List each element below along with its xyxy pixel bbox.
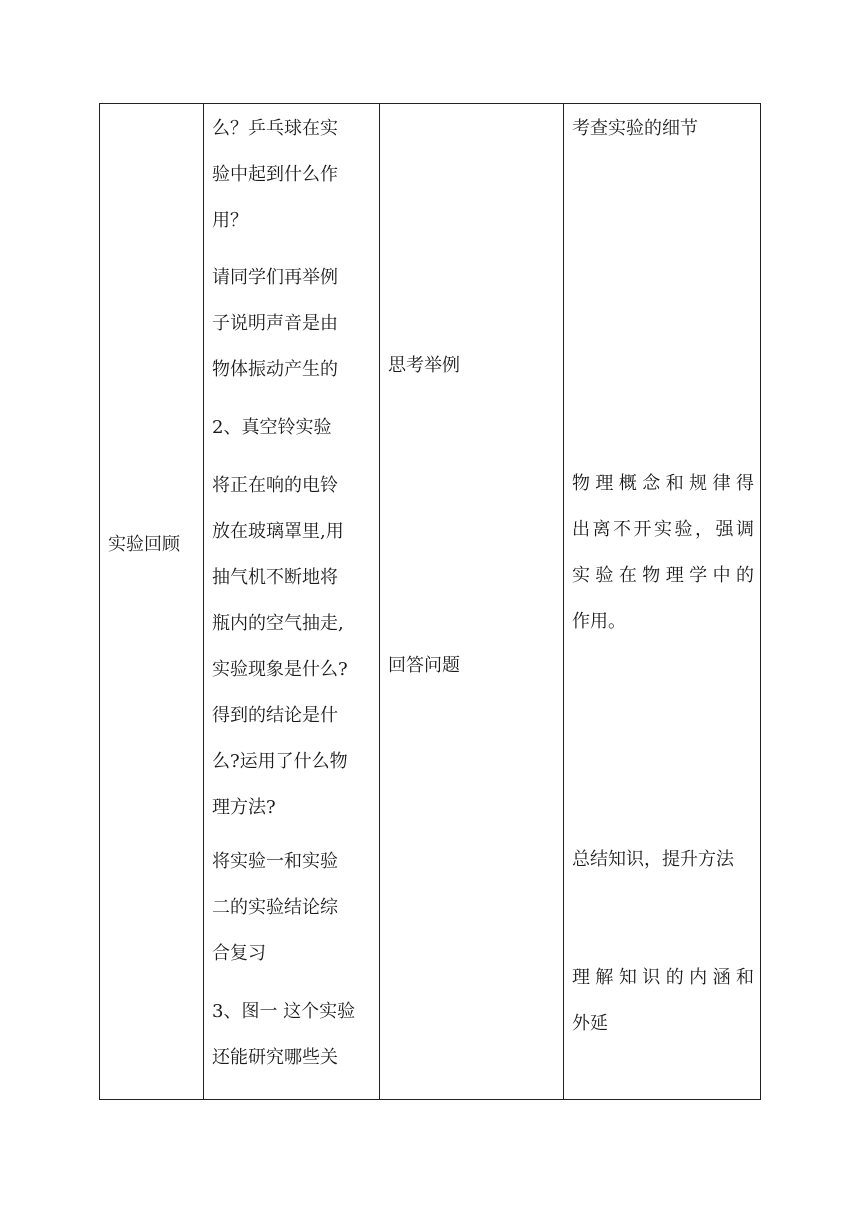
column-divider <box>563 104 564 1099</box>
design-note-line: 作用。 <box>572 611 626 632</box>
student-activity: 思考举例 <box>388 355 460 376</box>
content-line: 将正在响的电铃 <box>212 475 338 496</box>
content-line: 理方法? <box>212 797 276 818</box>
content-line: 抽气机不断地将 <box>212 567 338 588</box>
content-line: 用？ <box>212 210 248 231</box>
content-line: 么?运用了什么物 <box>212 751 348 772</box>
content-line: 验中起到什么作 <box>212 164 338 185</box>
design-note-line: 出离不开实验，强调 <box>572 519 754 540</box>
content-line: 将实验一和实验 <box>212 851 338 872</box>
content-line: 请同学们再举例 <box>212 267 338 288</box>
section-label: 实验回顾 <box>108 534 180 555</box>
design-note-line: 外延 <box>572 1013 608 1034</box>
content-line: 还能研究哪些关 <box>212 1047 338 1068</box>
design-note-line: 理解知识的内涵和 <box>572 967 754 988</box>
column-divider <box>379 104 380 1099</box>
content-line: 2、真空铃实验 <box>212 417 332 438</box>
content-line: 3、图一 这个实验 <box>212 1001 356 1022</box>
design-note: 考查实验的细节 <box>572 118 698 139</box>
content-line: 瓶内的空气抽走, <box>212 613 344 634</box>
content-line: 实验现象是什么? <box>212 659 348 680</box>
student-activity: 回答问题 <box>388 655 460 676</box>
content-line: 合复习 <box>212 943 266 964</box>
design-note: 总结知识，提升方法 <box>572 849 734 870</box>
design-note-line: 实验在物理学中的 <box>572 565 754 586</box>
content-line: 子说明声音是由 <box>212 313 338 334</box>
content-line: 得到的结论是什 <box>212 705 338 726</box>
content-line: 二的实验结论综 <box>212 897 338 918</box>
content-line: 放在玻璃罩里,用 <box>212 521 344 542</box>
design-note-line: 物理概念和规律得 <box>572 473 754 494</box>
content-line: 物体振动产生的 <box>212 359 338 380</box>
content-line: 么？乒乓球在实 <box>212 118 338 139</box>
column-divider <box>203 104 204 1099</box>
lesson-table <box>99 103 761 1100</box>
